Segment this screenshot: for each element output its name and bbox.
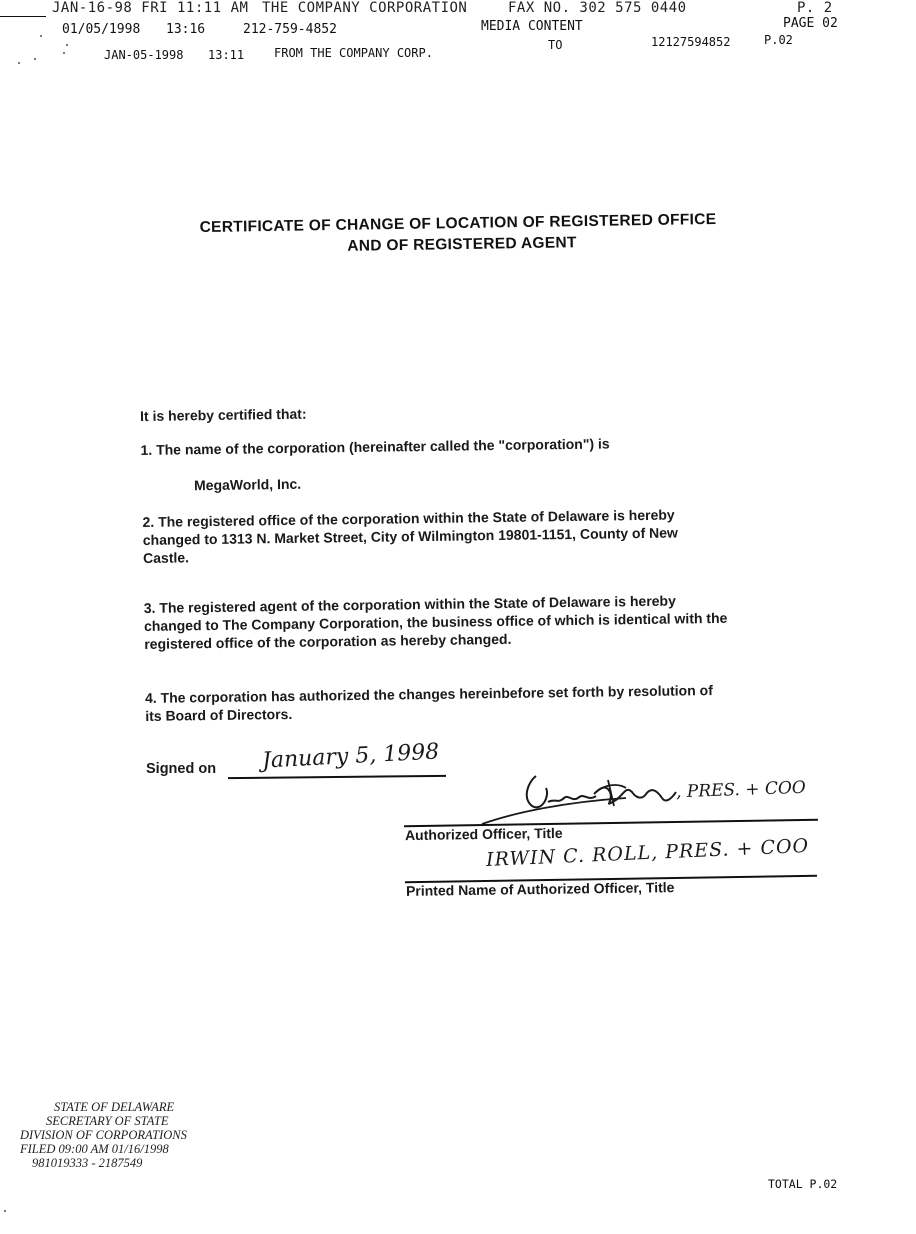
fax-line3-to: TO (548, 38, 563, 52)
fax-line2-time: 13:16 (166, 22, 206, 37)
title-line-1: CERTIFICATE OF CHANGE OF LOCATION OF REGISTERED OFFICE (199, 210, 717, 237)
item-3-line-3: registered office of the corporation as hereby changed. (144, 630, 512, 652)
fax-line2-page: PAGE 02 (783, 16, 838, 31)
fax-line3-date: JAN-05-1998 (104, 48, 184, 62)
fax-line2-date: 01/05/1998 (62, 22, 141, 37)
item-2-line-2: changed to 1313 N. Market Street, City of Wilmington 19801-1151, County of New (142, 524, 678, 548)
item-3-line-1: 3. The registered agent of the corporation within the State of Delaware is hereby (143, 592, 676, 616)
item-4-line-1: 4. The corporation has authorized the changes hereinbefore set forth by resolution of (144, 682, 713, 706)
stamp-line-1: STATE OF DELAWARE (54, 1100, 175, 1114)
fax-header-date: JAN-16-98 FRI 11:11 AM (52, 0, 249, 16)
fax-line3-time: 13:11 (208, 48, 245, 62)
officer-title-handwritten: , PRES. + COO (675, 777, 807, 803)
item-3-line-2: changed to The Company Corporation, the business office of which is identical with the (143, 609, 728, 634)
fax-line3-from: FROM THE COMPANY CORP. (274, 46, 433, 60)
fax-line2-media: MEDIA CONTENT (481, 19, 583, 34)
scan-speck (4, 1210, 6, 1212)
title-line-2: AND OF REGISTERED AGENT (347, 234, 577, 255)
total-pages: TOTAL P.02 (768, 1177, 838, 1191)
signed-on-label: Signed on (146, 761, 217, 777)
item-2-line-1: 2. The registered office of the corporation within the State of Delaware is hereby (142, 506, 675, 530)
stamp-line-3: DIVISION OF CORPORATIONS (20, 1128, 187, 1142)
fax-header-page: P. 2 (797, 0, 833, 16)
stamp-line-4: FILED 09:00 AM 01/16/1998 (20, 1142, 169, 1156)
stamp-line-2: SECRETARY OF STATE (46, 1114, 169, 1128)
fax-header-company: THE COMPANY CORPORATION (262, 0, 468, 16)
intro-text: It is hereby certified that: (139, 405, 307, 424)
officer-label: Authorized Officer, Title (404, 824, 563, 844)
printed-name-handwritten: IRWIN C. ROLL, PRES. + COO (485, 834, 810, 872)
fax-line2-phone: 212-759-4852 (243, 22, 337, 37)
fax-header-fax-number: FAX NO. 302 575 0440 (508, 0, 687, 16)
item-2-line-3: Castle. (142, 549, 190, 566)
item-1-text: 1. The name of the corporation (hereinafter called the "corporation") is (140, 435, 610, 458)
fax-line3-number: 12127594852 (651, 35, 731, 49)
printed-name-label: Printed Name of Authorized Officer, Title (405, 879, 675, 899)
signed-date-handwritten: January 5, 1998 (261, 739, 440, 774)
item-4-line-2: its Board of Directors. (145, 705, 293, 724)
fax-line3-page: P.02 (764, 33, 793, 47)
company-name: MegaWorld, Inc. (193, 475, 302, 494)
stamp-line-5: 981019333 - 2187549 (32, 1156, 143, 1170)
